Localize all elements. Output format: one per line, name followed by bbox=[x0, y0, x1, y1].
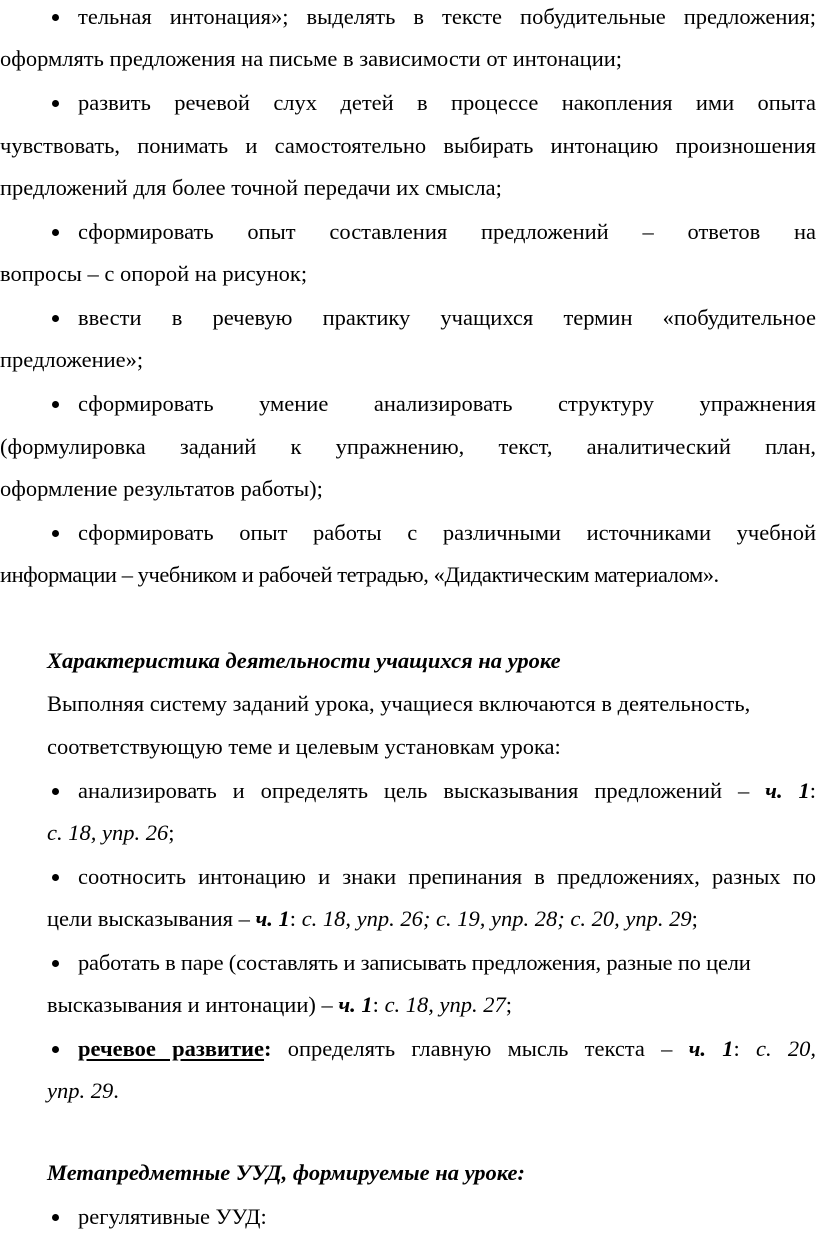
list-item-line: речевое развитие: определять главную мысль текста – ч. 1: с. 20, bbox=[78, 1036, 816, 1061]
bullet-icon bbox=[52, 960, 59, 967]
bullet-icon bbox=[52, 14, 59, 21]
list-item-line: соотносить интонацию и знаки препинания в предложениях, разных по bbox=[78, 864, 816, 889]
bullet-icon bbox=[52, 401, 59, 408]
intro-line: соответствующую теме и целевым установкам урока: bbox=[47, 734, 561, 759]
list-item-line: информации – учебником и рабочей тетрадью, «Дидактическим материалом». bbox=[0, 562, 719, 587]
bullet-icon bbox=[52, 530, 59, 537]
bullet-icon bbox=[52, 229, 59, 236]
list-item-line: чувствовать, понимать и самостоятельно выбирать интонацию произношения bbox=[0, 133, 816, 158]
bullet-icon bbox=[52, 315, 59, 322]
bullet-icon bbox=[52, 100, 59, 107]
list-item-line: оформление результатов работы); bbox=[0, 476, 323, 501]
list-item-line: предложений для более точной передачи их смысла; bbox=[0, 175, 502, 200]
list-item-line: предложение»; bbox=[0, 347, 144, 372]
list-item-line: высказывания и интонации) – ч. 1: с. 18, упр. 27; bbox=[47, 992, 513, 1017]
list-item-line: анализировать и определять цель высказывания предложений – ч. 1: bbox=[78, 778, 816, 803]
list-item-line: с. 18, упр. 26; bbox=[47, 820, 175, 845]
bullet-icon bbox=[52, 1046, 59, 1053]
section-heading: Характеристика деятельности учащихся на уроке bbox=[47, 648, 561, 673]
bullet-icon bbox=[52, 874, 59, 881]
list-item-line: ввести в речевую практику учащихся термин «побудительное bbox=[78, 305, 816, 330]
section-heading: Метапредметные УУД, формируемые на уроке: bbox=[47, 1160, 526, 1185]
list-item-line: регулятивные УУД: bbox=[78, 1204, 267, 1229]
list-item-line: вопросы – с опорой на рисунок; bbox=[0, 261, 308, 286]
list-item-line: сформировать опыт составления предложений – ответов на bbox=[78, 219, 816, 244]
list-item-line: тельная интонация»; выделять в тексте побудительные предложения; bbox=[78, 4, 816, 29]
intro-line: Выполняя систему заданий урока, учащиеся включаются в деятельность, bbox=[47, 691, 751, 716]
bullet-icon bbox=[52, 788, 59, 795]
list-item-line: сформировать умение анализировать структуру упражнения bbox=[78, 391, 816, 416]
list-item-line: (формулировка заданий к упражнению, текст, аналитический план, bbox=[0, 434, 816, 459]
list-item-line: оформлять предложения на письме в зависимости от интонации; bbox=[0, 46, 623, 71]
bullet-icon bbox=[52, 1214, 59, 1221]
list-item-line: сформировать опыт работы с различными источниками учебной bbox=[78, 520, 816, 545]
list-item-line: цели высказывания – ч. 1: с. 18, упр. 26; с. 19, упр. 28; с. 20, упр. 29; bbox=[47, 906, 698, 931]
list-item-line: работать в паре (составлять и записывать предложения, разные по цели bbox=[78, 950, 751, 975]
list-item-line: упр. 29. bbox=[47, 1078, 119, 1103]
list-item-line: развить речевой слух детей в процессе накопления ими опыта bbox=[78, 90, 816, 115]
